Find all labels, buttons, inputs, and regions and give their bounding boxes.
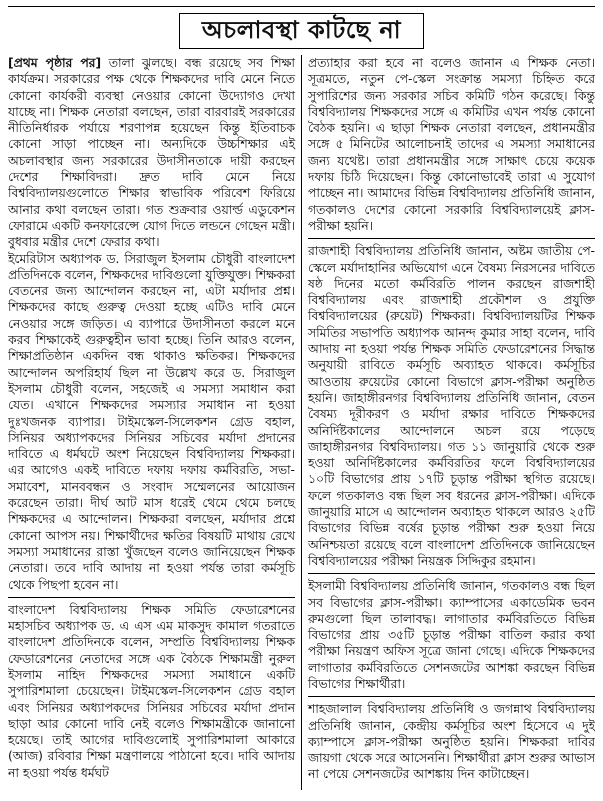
left-paragraph-3: বাংলাদেশ বিশ্ববিদ্যালয় শিক্ষক সমিতি ফেডারেশনের মহাসচিব অধ্যাপক ড. এ এস এম মাকসুদ কামাল গতরাতে বাংলাদেশ প্রতিদিনকে বলেন, সম্প্রতি বিশ্ববিদ্যালয় শিক্ষক ফেডারেশনের নেতাদের সঙ্গে এক বৈঠকে শিক্ষামন্ত্রী নুরুল ইসলাম নাহিদ শিক্ষকদের সমস্যা সমাধানে একটি সুপারিশমালা চেয়েছেন। টাইমস্কেল-সিলেকশন গ্রেড বহাল এবং সিনিয়র অধ্যাপকদের সিনিয়র সচিবের মর্যাদা প্রদান ছাড়া আর কোনো দাবি নেই বলেও শিক্ষামন্ত্রীকে জানানো হয়েছে। তাই আগের দাবিগুলোই সুপারিশমালা আকারে (আজ) রবিবার শিক্ষা মন্ত্রণালয়ে পাঠানো হবে। দাবি আদায় না হওয়া পর্যন্ত ধর্মঘট — [8, 602, 295, 780]
left-paragraph-1 — [8, 55, 295, 251]
headline: অচলাবস্থা কাটছে না — [179, 13, 424, 49]
section-divider — [308, 238, 595, 239]
section-divider — [308, 696, 595, 697]
left-paragraph-2: ইমেরিটাস অধ্যাপক ড. সিরাজুল ইসলাম চৌধুরী বাংলাদেশ প্রতিদিনকে বলেন, শিক্ষকদের দাবিগুলো যুক্তিযুক্ত। শিক্ষকরা বেতনের জন্য আন্দোলন করছেন না, এটা মর্যাদার প্রশ্ন। শিক্ষকদের কাছে গুরুত্ব দেওয়া হচ্ছে এটিও দাবি মেনে নেওয়ার সঙ্গে জড়িত। এ ব্যাপারে উদাসীনতা করলে মনে করব শিক্ষাকেই গুরুত্বহীন ভাবা হচ্ছে। তিনি আরও বলেন, শিক্ষাপ্রতিষ্ঠান একদিন বন্ধ থাকাও ক্ষতিকর। শিক্ষকদের আন্দোলন অপরিহার্য ছিল না উল্লেখ করে ড. সিরাজুল ইসলাম চৌধুরী বলেন, সহজেই এ সমস্যা সমাধান করা যেত। এখানে শিক্ষকদের সমস্যার সমাধান না হওয়া দুঃখজনক ব্যাপার। টাইমস্কেল-সিলেকশন গ্রেড বহাল, সিনিয়র অধ্যাপকদের সিনিয়র সচিবের মর্যাদা প্রদানের দাবিতে এ ধর্মঘটে অংশ নিয়েছেন বিশ্ববিদ্যালয় শিক্ষকরা। এর আগেও একই দাবিতে দফায় দফায় কর্মবিরতি, সভা-সমাবেশ, মানববন্ধন ও সংবাদ সম্মেলনের আয়োজন করেছেন তারা। দীর্ঘ আট মাস ধরেই থেমে থেমে চলছে শিক্ষকদের এ আন্দোলন। শিক্ষকরা বলছেন, মর্যাদার প্রশ্নে কোনো আপস নয়। শিক্ষার্থীদের ক্ষতির বিষয়টি মাথায় রেখে সমস্যা সমাধানের রাস্তা খুঁজছেন বলেও জানিয়েছেন শিক্ষক নেতারা। তবে দাবি আদায় না হওয়া পর্যন্ত তারা কর্মসূচি থেকে পিছপা হবেন না। — [8, 251, 295, 592]
left-paragraph-1-text: তালা ঝুলছে। বন্ধ রয়েছে সব শিক্ষা কার্যক্রম। সরকারের পক্ষ থেকে শিক্ষকদের দাবি মেনে নিতে কোনো কার্যকরী ব্যবস্থা নেওয়ার কোনো উদ্যোগও দেখা যাচ্ছে না। শিক্ষক নেতারা বলছেন, তারা বারবারই সরকারের নীতিনির্ধারক পর্যায়ে শরণাপন্ন হয়েছেন কিন্তু ইতিবাচক কোনো সাড়া পাচ্ছেন না। অন্যদিকে উচ্চশিক্ষার এই অচলাবস্থার জন্য সরকারের উদাসীনতাকে দায়ী করছেন দেশের শিক্ষাবিদরা। দ্রুত দাবি মেনে নিয়ে বিশ্ববিদ্যালয়গুলোতে শিক্ষার স্বাভাবিক পরিবেশ ফিরিয়ে আনার কথা বলছেন তারা। গত শুক্রবার ওয়ার্ল্ড এডুকেশন ফোরামে একটি কনফারেন্সে যোগ দিতে লন্ডনে গেছেন মন্ত্রী। বুধবার মন্ত্রীর দেশে ফেরার কথা। — [8, 56, 296, 250]
article-columns — [8, 55, 595, 790]
continued-label: [প্রথম পৃষ্ঠার পর] — [8, 56, 102, 70]
right-paragraph-3: ইসলামী বিশ্ববিদ্যালয় প্রতিনিধি জানান, গতকালও বন্ধ ছিল সব বিভাগের ক্লাস-পরীক্ষা। ক্যাম্পাসের একাডেমিক ভবন রুমগুলো ছিল তালাবদ্ধ। লাগাতার কর্মবিরতিতে বিভিন্ন বিভাগের প্রায় ৩৫টি চূড়ান্ত পরীক্ষা বাতিল করার কথা পরীক্ষা নিয়ন্ত্রণ অফিস সূত্রে জানা গেছে। এদিকে শিক্ষকদের লাগাতার কর্মবিরতিতে সেশনজটের আশঙ্কা করছেন বিভিন্ন বিভাগের শিক্ষার্থীরা। — [308, 579, 595, 691]
section-divider — [8, 597, 295, 598]
right-paragraph-4: শাহজালাল বিশ্ববিদ্যালয় প্রতিনিধি ও জগন্নাথ বিশ্ববিদ্যালয় প্রতিনিধি জানান, কেন্দ্রীয় কর্মসূচির অংশ হিসেবে এ দুই ক্যাম্পাসে ক্লাস-পরীক্ষা অনুষ্ঠিত হয়নি। শিক্ষকরা দাবির জায়গা থেকে সরে আসেননি। শিক্ষার্থীরা ক্লাস শুরুর আভাস না পেয়ে সেশনজটের আশঙ্কায় দিন কাটাচ্ছেন। — [308, 702, 595, 782]
right-paragraph-2: রাজশাহী বিশ্ববিদ্যালয় প্রতিনিধি জানান, অষ্টম জাতীয় পে-স্কেলে মর্যাদাহানির অভিযোগ এনে বৈষম্য নিরসনের দাবিতে ষষ্ঠ দিনের মতো কর্মবিরতি পালন করছেন রাজশাহী বিশ্ববিদ্যালয় এবং রাজশাহী প্রকৌশল ও প্রযুক্তি বিশ্ববিদ্যালয়ের (রুয়েট) শিক্ষকরা। বিশ্ববিদ্যালয়টির শিক্ষক সমিতির সভাপতি অধ্যাপক আনন্দ কুমার সাহা বলেন, দাবি আদায় না হওয়া পর্যন্ত শিক্ষক সমিতি ফেডারেশনের সিদ্ধান্ত অনুযায়ী রাবিতে কর্মসূচি অব্যাহত থাকবে। কর্মসূচির আওতায় রুয়েটের কোনো বিভাগে ক্লাস-পরীক্ষা অনুষ্ঠিত হয়নি। জাহাঙ্গীরনগর বিশ্ববিদ্যালয় প্রতিনিধি জানান, বেতন বৈষম্য দূরীকরণ ও মর্যাদা রক্ষার দাবিতে শিক্ষকদের অনির্দিষ্টকালের আন্দোলনে অচল রয়ে পড়েছে জাহাঙ্গীরনগর বিশ্ববিদ্যালয়। গত ১১ জানুয়ারি থেকে শুরু হওয়া অনির্দিষ্টকালের কর্মবিরতির ফলে বিশ্ববিদ্যালয়ের ১০টি বিভাগের প্রায় ১৭টি চূড়ান্ত পরীক্ষা স্থগিত রয়েছে। ফলে গতকালও বন্ধ ছিল সব ধরনের ক্লাস-পরীক্ষা। এদিকে জানুয়ারি মাসে এ আন্দোলন অব্যাহত থাকলে আরও ২৫টি বিভাগের বিভিন্ন বর্ষের চূড়ান্ত পরীক্ষা শুরু হওয়া নিয়ে অনিশ্চয়তা রয়েছে বলে বাংলাদেশ প্রতিদিনকে জানিয়েছেন বিশ্ববিদ্যালয়ের পরীক্ষা নিয়ন্ত্রক সিদ্দিকুর রহমান। — [308, 244, 595, 568]
top-rule — [8, 6, 595, 7]
left-column — [8, 55, 302, 790]
right-column — [302, 55, 595, 790]
section-divider — [308, 573, 595, 574]
right-paragraph-1: প্রত্যাহার করা হবে না বলেও জানান এ শিক্ষক নেতা। সূত্রমতে, নতুন পে-স্কেল সংক্রান্ত সমস্যা চিহ্নিত করে সুপারিশের জন্য সরকার সচিব কমিটি গঠন করেছে। কিন্তু বিশ্ববিদ্যালয় শিক্ষকদের সঙ্গে এ কমিটির এখন পর্যন্ত কোনো বৈঠক হয়নি। এ ছাড়া শিক্ষক নেতারা বলছেন, প্রধানমন্ত্রীর সঙ্গে ৫ মিনিটের আলোচনাই তাদের এ সমস্যা সমাধানের জন্য যথেষ্ট। তারা প্রধানমন্ত্রীর সঙ্গে সাক্ষাৎ চেয়ে কয়েক দফায় চিঠি দিয়েছেন। কিন্তু কোনোভাবেই তারা এ সুযোগ পাচ্ছেন না। আমাদের বিভিন্ন বিশ্ববিদ্যালয় প্রতিনিধি জানান, গতকালও দেশের কোনো সরকারি বিশ্ববিদ্যালয়েই ক্লাস-পরীক্ষা হয়নি। — [308, 56, 595, 233]
headline-box — [8, 13, 595, 49]
